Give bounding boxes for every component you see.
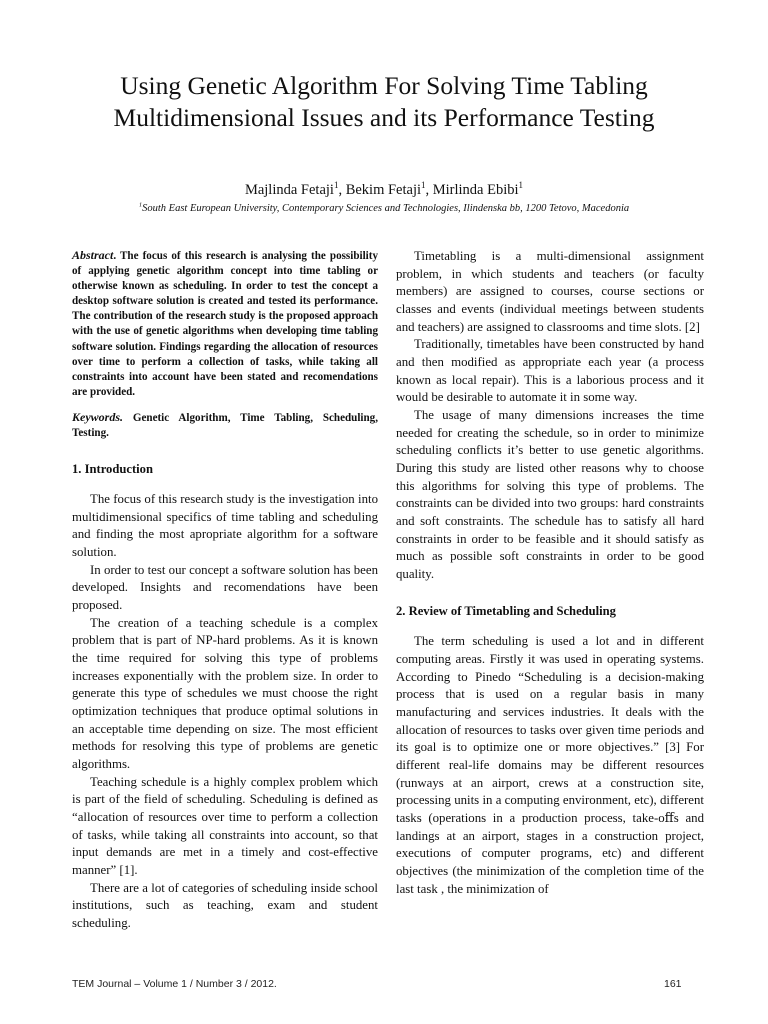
- keywords-text: Genetic Algorithm, Time Tabling, Scheduling, Testing.: [72, 411, 378, 440]
- author-list: Majlinda Fetaji$^1$, Bekim Fetaji$^1$, Mirlinda Ebibi$^1$: [244, 180, 524, 198]
- paper-title: Using Genetic Algorithm For Solving Time Tabling Multidimensional Issues and its Performance Testing: [113, 71, 655, 132]
- abstract-text: . The focus of this research is analysing the possibility of applying genetic algorithm concept into time tabling or otherwise known as scheduling. In order to test the concept a desktop software solution is created and tested its performance. The contribution of the research study is the proposed approach with the use of genetic algorithms when developing time tabling software solution. Findings regarding the allocation of resources over time to perform a collection of tasks, while taking all constraints into account have been stated and recomendations are provided.: [72, 250, 378, 398]
- author-name: Majlinda Fetaji: [244, 182, 334, 198]
- author-affiliation-mark: 1: [518, 180, 524, 191]
- page-number: 161: [664, 978, 682, 990]
- paragraph: There are a lot of categories of scheduling inside school institutions, such as teaching, exam and student scheduling.: [72, 880, 378, 930]
- author-affiliation-mark: 1: [333, 180, 339, 191]
- paragraph: The term scheduling is used a lot and in different computing areas. Firstly it was used in operating systems. According to Pinedo “Scheduling is a decision-making process that is used on a regular basis in many manufacturing and services industries. It deals with the allocation of resources to tasks over given time periods and its goal is to optimize one or more objectives.” [3] For different real-life domains may be different resources (runways at an airport, crews at a construction site, processing units in a computing environment, etc), different tasks (operations in a production process, take-oﬀs and landings at an airport, stages in a construction project, executions of computer programs, etc) and different objectives (the minimization of the completion time of the last task , the minimization of: [396, 634, 704, 896]
- keywords: [72, 410, 378, 441]
- author-affiliation: [40, 202, 728, 216]
- author-affiliation-mark: 1: [421, 180, 426, 191]
- author-name: Mirlinda Ebibi: [432, 182, 519, 198]
- section-heading-review: 2. Review of Timetabling and Scheduling: [396, 604, 616, 619]
- paragraph: Timetabling is a multi-dimensional assignment problem, in which students and teachers (or faculty members) are assigned to courses, course sections or classes and events (individual meetings between students and teachers) are assigned to classrooms and time slots. [2]: [396, 249, 704, 334]
- abstract: [72, 248, 378, 400]
- paragraph: Teaching schedule is a highly complex problem which is part of the field of scheduling. Scheduling is defined as “allocation of resources over time to perform a collection of tasks, while taking all constraints into account, so that input demands are met in a timely and cost-effective manner” [1].: [72, 774, 378, 877]
- paragraph: The creation of a teaching schedule is a complex problem that is part of NP-hard problems. As it is known the time required for solving this type of problems increases exponentially with the problem size. In order to generate this type of schedules we must choose the right optimization techniques that produce optimal solutions in an acceptable time depending on size. The most efficient methods for resolving this type of problems are genetic algorithms.: [72, 615, 378, 771]
- abstract-label: Abstract: [72, 248, 114, 262]
- paragraph: The usage of many dimensions increases the time needed for creating the schedule, so in order to minimize scheduling conflicts it’s better to use genetic algorithms. During this study are listed other reasons why to choose this algorithms for solving this type of problems. The constraints can be divided into two groups: hard constraints and soft constraints. The schedule has to satisfy all hard constraints in order to be feasible and it should satisfy as much as possible soft constraints in order to be good quality.: [396, 407, 704, 581]
- review-body: [396, 633, 704, 898]
- left-column: [72, 248, 378, 933]
- paragraph: Traditionally, timetables have been constructed by hand and then modified as appropriate each year (a process known as local repair). This is a laborious process and it would be desirable to automate it in some way.: [396, 337, 704, 405]
- right-column: [396, 248, 704, 898]
- introduction-body: [72, 491, 378, 932]
- section-heading-introduction: 1. Introduction: [72, 462, 153, 477]
- affiliation-text: South East European University, Contemporary Sciences and Technologies, Ilindenska bb, 1200 Tetovo, Macedonia: [142, 203, 630, 214]
- author-name: Bekim Fetaji: [345, 182, 421, 198]
- paragraph: In order to test our concept a software solution has been developed. Insights and recomendations have been proposed.: [72, 562, 378, 613]
- affiliation-mark: 1: [138, 201, 143, 209]
- footer-journal: TEM Journal – Volume 1 / Number 3 / 2012.: [72, 978, 277, 990]
- paragraph: The focus of this research study is the investigation into multidimensional specifics of time tabling and scheduling and finding the most apropriate algorithm for a software solution.: [72, 492, 378, 560]
- keywords-label: Keywords.: [72, 409, 123, 424]
